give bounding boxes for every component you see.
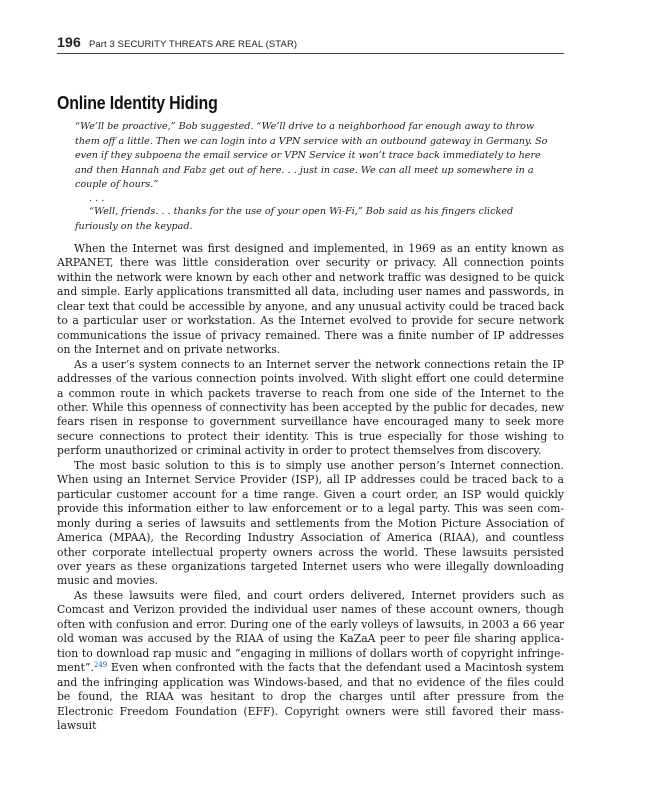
body-paragraph: The most basic solution to this is to simply use another person’s Internet connection. When using an Internet Service Provider (ISP), all IP addresses could be traced back to a particular customer account for a time range. Given a court order, an ISP would quickly provide this information either to law enforcement or to a legal party. This was seen commonly during a series of lawsuits and settlements from the Motion Picture Association of America (MPAA), the Recording Industry Association of America (RIAA), and countless other corporate intellectual property owners across the world. These lawsuits persisted over years as these organizations targeted Internet users who were illegally downloading music and movies. <box>57 458 564 588</box>
section-title: Online Identity Hiding <box>57 92 218 113</box>
epigraph-ellipsis: . . . <box>89 192 105 204</box>
body-text <box>57 242 564 733</box>
epigraph-paragraph: “We’ll be proactive,” Bob suggested. “We’ll drive to a neighborhood far enough away to throw them off a little. Then we can login into a VPN service with an outbound gateway in Germany. So even if they subpoena the email service or VPN Service it won’t trace back immediately to here and then Hannah and Fabz get out of here. . . just in case. We can all meet up somewhere in a couple of hours.” <box>75 121 548 191</box>
body-paragraph: When the Internet was first designed and implemented, in 1969 as an entity known as ARPANET, there was little consideration over security or privacy. All connection points within the network were known by each other and network traffic was designed to be quick and simple. Early applications transmitted all data, including user names and passwords, in clear text that could be accessible by anyone, and any unusual activity could be traced back to a particular user or workstation. As the Internet evolved to provide for secure network communications the issue of privacy remained. There was a finite number of IP addresses on the Internet and on private networks. <box>57 242 564 357</box>
part-title: Part 3 SECURITY THREATS ARE REAL (STAR) <box>88 39 298 50</box>
page-number: 196 <box>57 34 81 50</box>
epigraph <box>75 120 555 234</box>
body-paragraph: As a user’s system connects to an Internet server the network connections retain the IP addresses of the various connection points involved. With slight effort one could determine a common route in which packets traverse to reach from one side of the Internet to the other. While this openness of connectivity has been accepted by the public for decades, new fears risen in response to government surveillance have encouraged many to seek more secure connections to protect their identity. This is true especially for those wishing to perform unauthorized or criminal activity in order to protect themselves from discovery. <box>57 357 564 458</box>
body-text-run: Even when confronted with the facts that the defendant used a Macintosh system and the infringing application was Windows-based, and that no evidence of the files could be found, the RIAA was hesitant to drop the charges until after pressure from the Electronic Freedom Foundation (EFF). Copyright owners were still favored their mass-lawsuit <box>57 661 564 732</box>
header-rule <box>57 53 564 54</box>
running-header <box>57 34 564 52</box>
body-text-run: As these lawsuits were filed, and court orders delivered, Internet providers such as Comcast and Verizon provided the individual user names of these account owners, though often with confusion and error. During one of the early volleys of lawsuits, in 2003 a 66 year old woman was accused by the RIAA of using the KaZaA peer to peer file sharing application to download rap music and “engaging in millions of dollars worth of copyright infringement”. <box>57 588 564 675</box>
footnote-reference[interactable]: 249 <box>93 661 108 670</box>
body-paragraph <box>57 589 564 734</box>
epigraph-paragraph: “Well, friends. . . thanks for the use of your open Wi-Fi,” Bob said as his fingers clicked furiously on the keypad. <box>75 205 514 232</box>
